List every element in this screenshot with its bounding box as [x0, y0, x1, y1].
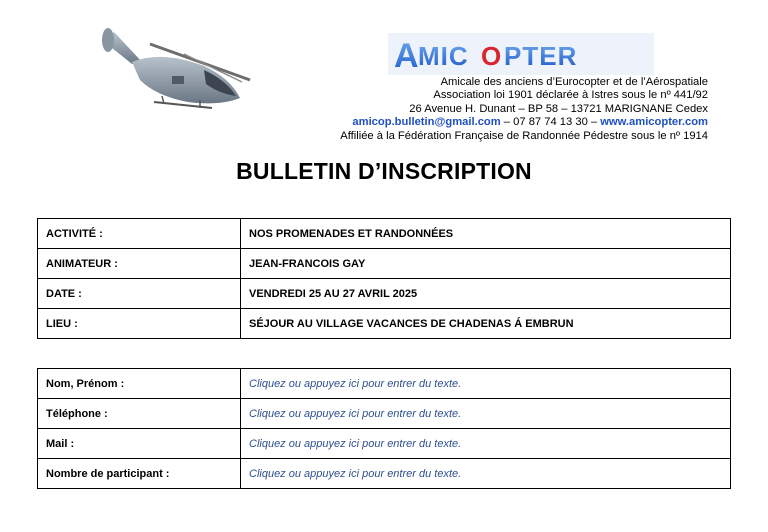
event-details-table — [37, 218, 731, 339]
date-label: DATE : — [38, 279, 241, 309]
lieu-label: LIEU : — [38, 309, 241, 339]
assoc-address: 26 Avenue H. Dunant – BP 58 – 13721 MARIGNANE Cedex — [409, 102, 708, 115]
activite-value: NOS PROMENADES ET RANDONNÉES — [241, 219, 731, 249]
mail-label: Mail : — [38, 429, 241, 459]
assoc-line-1: Amicale des anciens d’Eurocopter et de l’Aérospatiale — [440, 76, 708, 88]
activite-label: ACTIVITÉ : — [38, 219, 241, 249]
registration-form-table — [37, 368, 731, 489]
svg-text:O: O — [481, 41, 503, 71]
nom-label: Nom, Prénom : — [38, 369, 241, 399]
participants-input[interactable]: Cliquez ou appuyez ici pour entrer du texte. — [241, 459, 731, 489]
table-row — [38, 249, 731, 279]
table-row — [38, 429, 731, 459]
svg-text:PTER: PTER — [504, 41, 578, 71]
table-row — [38, 219, 731, 249]
ffrp-affiliation: Affiliée à la Fédération Française de Randonnée Pédestre sous le nº 1914 — [340, 129, 708, 142]
svg-text:A: A — [394, 37, 419, 75]
website-link[interactable]: www.amicopter.com — [600, 116, 708, 129]
animateur-value: JEAN-FRANCOIS GAY — [241, 249, 731, 279]
email-link[interactable]: amicop.bulletin@gmail.com — [352, 116, 501, 129]
table-row — [38, 369, 731, 399]
assoc-contact-line — [300, 116, 708, 129]
association-info — [300, 76, 708, 143]
animateur-label: ANIMATEUR : — [38, 249, 241, 279]
date-value: VENDREDI 25 AU 27 AVRIL 2025 — [241, 279, 731, 309]
table-row — [38, 399, 731, 429]
mail-input[interactable]: Cliquez ou appuyez ici pour entrer du texte. — [241, 429, 731, 459]
helicopter-image — [92, 18, 262, 114]
table-row — [38, 459, 731, 489]
lieu-value: SÉJOUR AU VILLAGE VACANCES DE CHADENAS Á EMBRUN — [241, 309, 731, 339]
participants-label: Nombre de participant : — [38, 459, 241, 489]
page-title: BULLETIN D’INSCRIPTION — [236, 158, 532, 184]
svg-text:MIC: MIC — [418, 41, 469, 71]
table-row — [38, 309, 731, 339]
nom-input[interactable]: Cliquez ou appuyez ici pour entrer du texte. — [241, 369, 731, 399]
telephone-label: Téléphone : — [38, 399, 241, 429]
assoc-line-2: Association loi 1901 déclarée à Istres sous le nº 441/92 — [433, 89, 708, 102]
telephone-input[interactable]: Cliquez ou appuyez ici pour entrer du texte. — [241, 399, 731, 429]
phone-number: – 07 87 74 13 30 – — [500, 116, 601, 129]
table-row — [38, 279, 731, 309]
amicopter-logo — [388, 33, 654, 75]
